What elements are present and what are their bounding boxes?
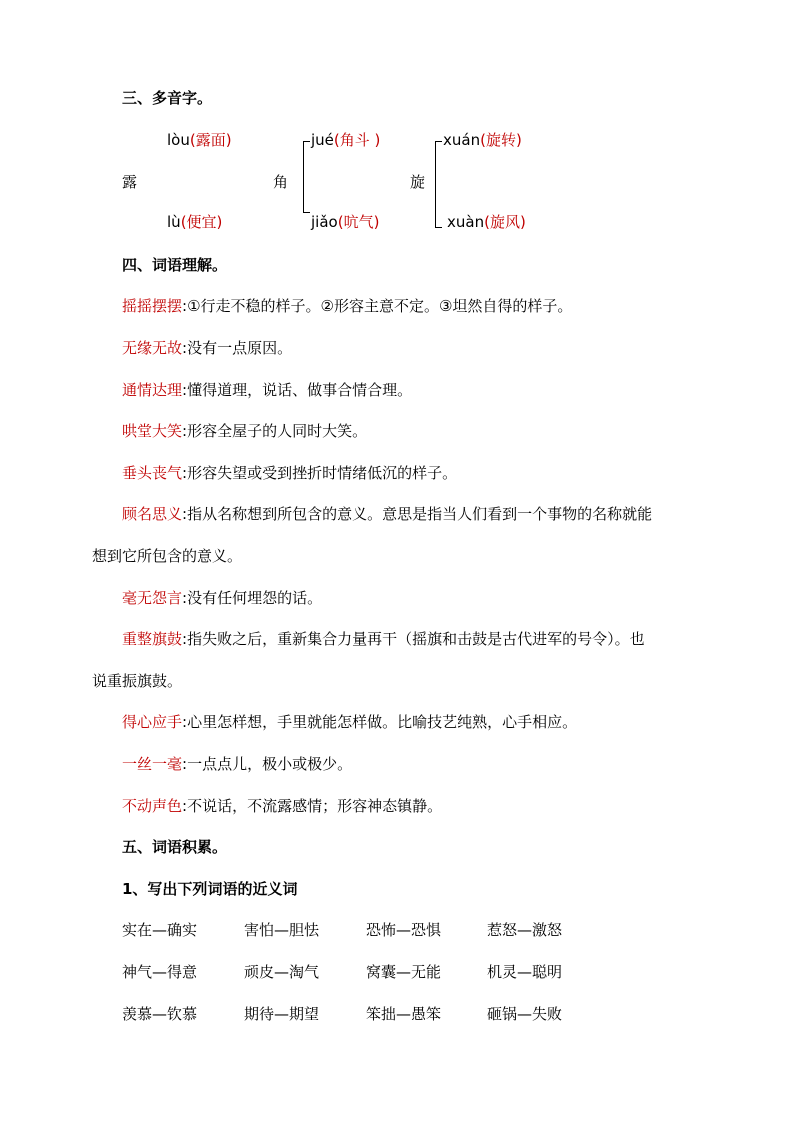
entry-term: 通情达理 [122, 381, 183, 399]
reading-jiao [311, 212, 379, 232]
pinyin-jiao: jiǎo [311, 213, 338, 231]
entry-sep: : [182, 713, 188, 731]
entry-sep: : [182, 755, 188, 773]
entry-sep: : [182, 797, 188, 815]
pinyin-xuan-2: xuán [443, 131, 481, 149]
entry-sep: : [182, 422, 188, 440]
synonym-pair: 机灵—聪明 [487, 963, 563, 981]
entry-term: 一丝一毫 [122, 755, 183, 773]
example-jue: (角斗 ) [333, 131, 381, 149]
entry-def: 指失败之后，重新集合力量再干（摇旗和击鼓是古代进军的号令）。也 [187, 630, 645, 648]
synonym-pair: 神气—得意 [122, 963, 198, 981]
example-lu: (便宜) [180, 213, 223, 231]
section-3-heading: 三、多音字。 [122, 89, 213, 107]
brace-jiao [303, 141, 310, 213]
pinyin-lou: lòu [167, 131, 190, 149]
char-xuan: 旋 [410, 173, 426, 191]
entry-3 [122, 380, 412, 400]
synonym-pair: 砸锅—失败 [487, 1005, 563, 1023]
entry-8-continuation: 说重振旗鼓。 [92, 672, 183, 690]
synonym-pair: 窝囊—无能 [366, 963, 442, 981]
entry-8 [122, 629, 645, 649]
entry-sep: : [182, 381, 188, 399]
section-5-heading: 五、词语积累。 [122, 838, 228, 856]
entry-1 [122, 296, 572, 316]
entry-def: 一点点儿，极小或极少。 [187, 755, 353, 773]
entry-sep: : [182, 505, 188, 523]
entry-def: 形容失望或受到挫折时情绪低沉的样子。 [187, 464, 458, 482]
reading-lu [167, 212, 222, 232]
entry-def: 懂得道理，说话、做事合情合理。 [187, 381, 413, 399]
reading-xuan-2 [443, 130, 522, 150]
entry-11 [122, 796, 442, 816]
entry-6-continuation: 想到它所包含的意义。 [92, 547, 243, 565]
synonym-pair: 顽皮—淘气 [244, 963, 320, 981]
entry-sep: : [182, 589, 188, 607]
synonym-pair: 羡慕—钦慕 [122, 1005, 198, 1023]
synonym-pair: 恐怖—恐惧 [366, 921, 442, 939]
entry-5 [122, 463, 457, 483]
synonym-pair: 害怕—胆怯 [244, 921, 320, 939]
synonym-pair: 笨拙—愚笨 [366, 1005, 442, 1023]
entry-term: 无缘无故 [122, 339, 183, 357]
entry-def: 没有任何埋怨的话。 [187, 589, 323, 607]
reading-jue [311, 130, 380, 150]
entry-term: 顾名思义 [122, 505, 183, 523]
entry-def: ①行走不稳的样子。②形容主意不定。③坦然自得的样子。 [187, 297, 573, 315]
example-xuan-4: (旋风) [484, 213, 526, 231]
entry-term: 摇摇摆摆 [122, 297, 183, 315]
char-jiao: 角 [273, 173, 289, 191]
example-xuan-2: (旋转) [480, 131, 522, 149]
entry-term: 毫无怨言 [122, 589, 183, 607]
section-5-subheading: 1、写出下列词语的近义词 [122, 880, 298, 898]
pinyin-jue: jué [311, 131, 334, 149]
entry-sep: : [182, 297, 188, 315]
entry-def: 没有一点原因。 [187, 339, 293, 357]
synonym-pair: 实在—确实 [122, 921, 198, 939]
pinyin-xuan-4: xuàn [447, 213, 485, 231]
entry-term: 哄堂大笑 [122, 422, 183, 440]
pinyin-lu: lù [167, 213, 181, 231]
brace-xuan [435, 141, 442, 228]
entry-term: 不动声色 [122, 797, 183, 815]
entry-def: 形容全屋子的人同时大笑。 [187, 422, 368, 440]
entry-2 [122, 338, 292, 358]
entry-def: 指从名称想到所包含的意义。意思是指当人们看到一个事物的名称就能 [187, 505, 653, 523]
entry-term: 重整旗鼓 [122, 630, 183, 648]
char-lu: 露 [122, 173, 138, 191]
entry-def: 心里怎样想，手里就能怎样做。比喻技艺纯熟，心手相应。 [187, 713, 578, 731]
reading-lou [167, 130, 232, 150]
entry-10 [122, 754, 352, 774]
example-jiao: (吭气) [337, 213, 380, 231]
entry-7 [122, 588, 322, 608]
entry-sep: : [182, 630, 188, 648]
entry-sep: : [182, 339, 188, 357]
entry-4 [122, 421, 367, 441]
synonym-pair: 惹怒—激怒 [487, 921, 563, 939]
reading-xuan-4 [447, 212, 526, 232]
entry-9 [122, 712, 577, 732]
example-lou: (露面) [189, 131, 232, 149]
entry-def: 不说话，不流露感情；形容神态镇静。 [187, 797, 443, 815]
entry-term: 得心应手 [122, 713, 183, 731]
synonym-pair: 期待—期望 [244, 1005, 320, 1023]
entry-6 [122, 504, 652, 524]
section-4-heading: 四、词语理解。 [122, 256, 228, 274]
entry-term: 垂头丧气 [122, 464, 183, 482]
entry-sep: : [182, 464, 188, 482]
